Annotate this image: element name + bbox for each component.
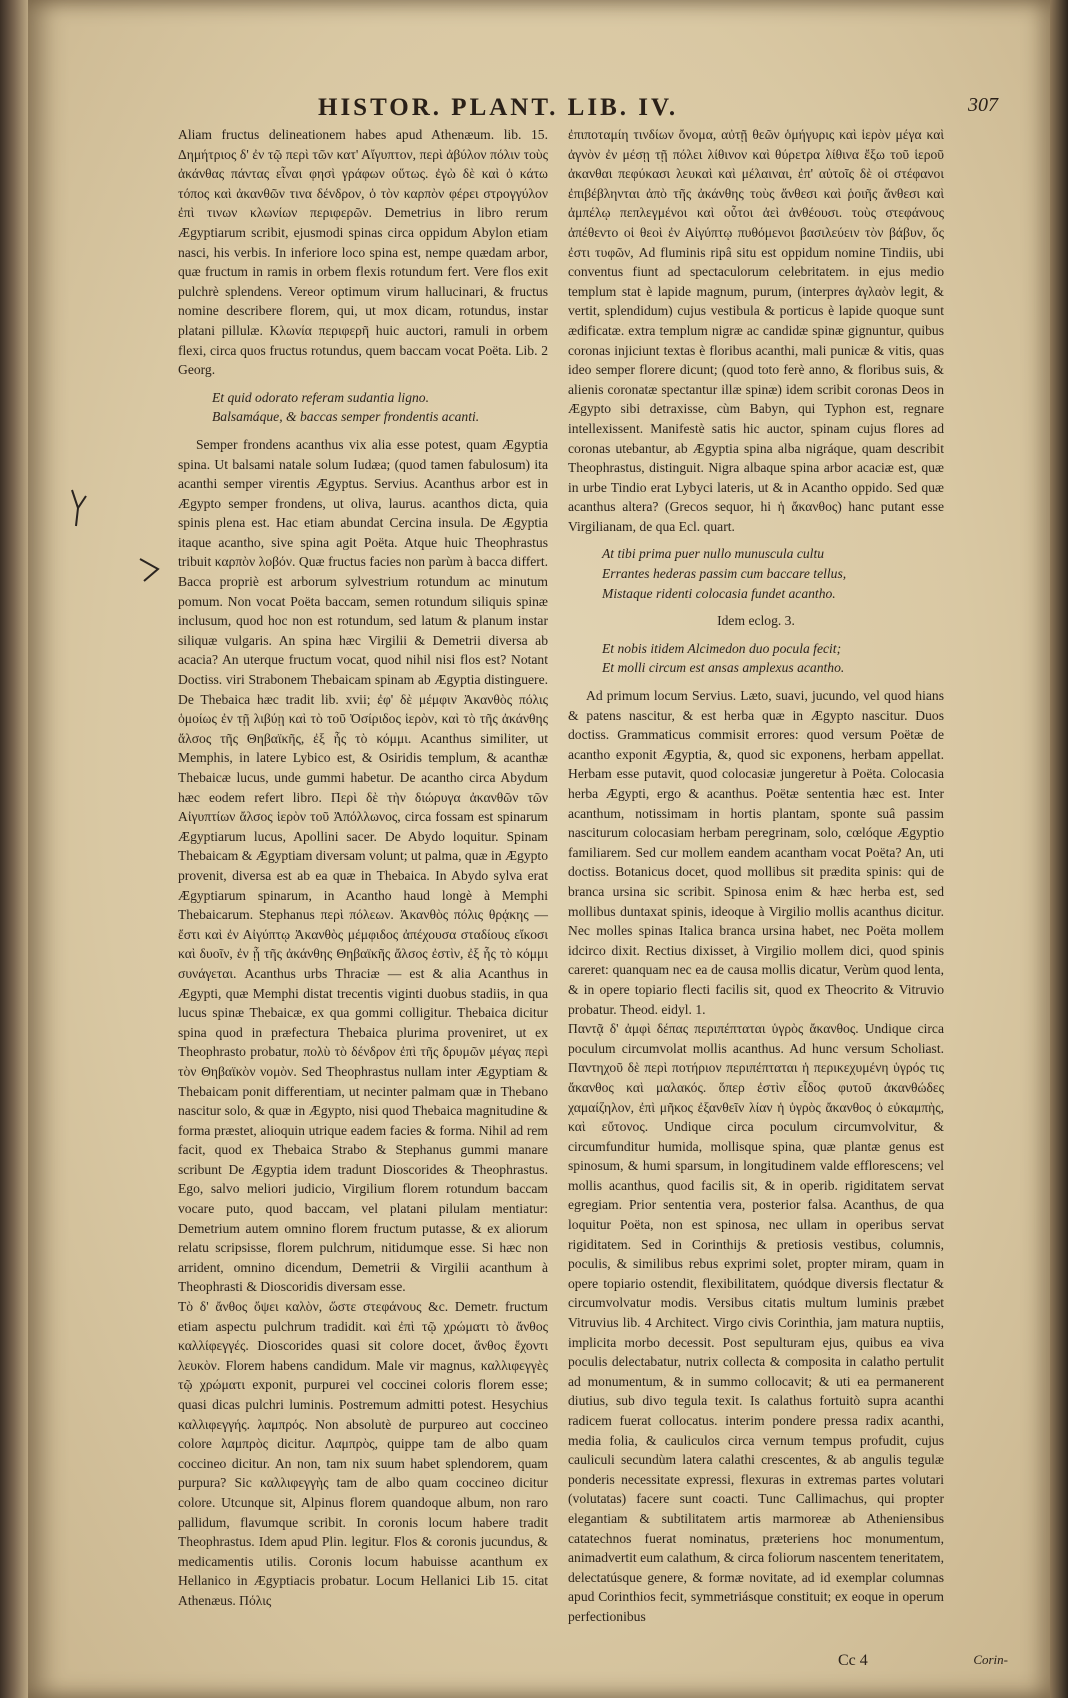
verse-line: Mistaque ridenti colocasia fundet acantho. [602, 585, 836, 601]
signature-mark: Cc 4 [838, 1652, 868, 1669]
catchword: Corin- [973, 1652, 1008, 1667]
right-verse-quote-2 [602, 639, 944, 678]
left-paragraph-2: Semper frondens acanthus vix alia esse potest, quam Ægyptia spina. Ut balsami natale solum Iudæa; (quod tamen fabulosum) ita acanthi semper virentis Ægyptus. Servius. Acanthus arbor est in Ægypto semper frondens, ut oliva, laurus. acanthos dicta, quia spinis plena est. Hac etiam abundat Cercina insula. De Ægyptia itaque acantho, sive spina agit Poëta. Atque huic Theophrastus tribuit καρπὸν λοβόν. Quæ fructus facies non parùm à bacca differt. Bacca propriè est arborum sylvestrium rotundum ac minutum pomum. Non vocat Poëta baccam, semen rotundum siliquis spinæ inclusum, quod hoc non est rotundum, sed latum & planum instar siliquæ vulgaris. An spina hæc Virgilii & Demetrii diversa ab acacia? An uterque fructum vocat, quod nihil nisi flos est? Notant Doctiss. viri Strabonem Thebaicam spinam ab Ægyptia distinguere. De Thebaica hæc tradit lib. xvii; ἐφ' δὲ μέμφιν Ἀκανθὸς πόλις ὁμοίως ἐν τῇ λιβύῃ καὶ τὸ τοῦ Ὀσίριδος ἱερὸν, καὶ τὸ τῆς ἀκάνθης ἄλσος τῆς Θηβαϊκῆς, ἐξ ἧς τὸ κόμμι. Acanthus similiter, ut Memphis, in latere Lybico est, & Osiridis templum, & acanthæ Thebaicæ lucus, unde gummi habetur. De acantho circa Abydum hæc eodem refert libro. Περὶ δὲ τὴν διώρυγα ἀκανθῶν τῶν Αἰγυπτίων ἄλσος ἱερὸν τοῦ Ἀπόλλωνος, circa fossam est spinarum Ægyptiarum lucus, Apollini sacer. De Abydo loquitur. Spinam Thebaicam & Ægyptiam diversam volunt; ut palma, quæ in Ægypto provenit, diversa est ab ea quæ in Thebaica. In Abydo sylva erat Ægyptiarum spinarum, in Acantho haud longè à Memphi Thebaicarum. Stephanus περὶ πόλεων. Ἀκανθὸς πόλις θρᾴκης — ἔστι καὶ ἐν Αἰγύπτῳ Ἀκανθὸς μέμφιδος ἀπέχουσα σταδίους εἴκοσι καὶ δυοῖν, ἐν ᾗ τῆς ἀκάνθης Θηβαϊκῆς ἄλσος ἐστὶν, ἐξ ἧς τὸ κόμμι συνάγεται. Acanthus urbs Thraciæ — est & alia Acanthus in Ægypti, quæ Memphi distat trecentis viginti duobus stadiis, in qua lucus spinæ Thebaicæ, ex qua gommi colligitur. Thebaica dicitur spina quod in præfectura Thebaica plurima proveniret, ut ex Theophrasto probatur, πολὺ τὸ δένδρον ἐπὶ τῆς δρυμῶν μέγας περὶ τὸν Θηβαϊκὸν νομὸν. Sed Theophrastus nullam inter Ægyptiam & Thebaicam ponit differentiam, ut necinter palmam quæ in Thebano nascitur solo, & quæ in Ægypto, nisi quod Thebaica magnitudine & forma præstet, alioquin utrique eadem facies & forma. Nihil ad rem facit, quod ex Thebaica Strabo & Stephanus gummi manare scribunt De Ægyptia idem tradunt Dioscorides & Theophrastus. Ego, salvo meliori judicio, Virgilium florem rotundum baccam vocare puto, quod baccam, vel platani pilulam mentiatur: Demetrium autem omnino florem fructum putasse, & ex aliorum relatu scripsisse, florem pulchrum, nitidumque esse. Si hæc non arrident, omnino dicendum, Demetrii & Virgilii acanthum à Theophrasti & Dioscoridis diversam esse. [178, 436, 548, 1295]
left-verse-quote [212, 388, 548, 427]
left-paragraph-3: Τὸ δ' ἄνθος ὄψει καλὸν, ὥστε στεφάνους &c. Demetr. fructum etiam aspectu pulchrum tradidit. καὶ ἐπὶ τῷ χρώματι τὸ ἄνθος καλλίφεγγές. Dioscorides quasi sit colore docet, ἄνθος ἔχοντι λευκὸν. Florem habens candidum. Male vir magnus, καλλιφεγγὲς τῷ χρώματι exponit, purpurei vel coccinei coloris florem esse; quasi dicas pulchri luminis. Postremum admitti potest. Hesychius καλλιφεγγής. λαμπρός. Non absolutè de purpureo aut coccineo colore λαμπρὸς dicitur. Λαμπρὸς, quippe tam de albo quam coccineo dicitur. An non, tam nix suum habet splendorem, quam purpura? Sic καλλιφεγγὴς tam de albo quam coccineo dicitur colore. Utcunque sit, Alpinus florem quandoque album, non raro pallidum, flavumque scribit. In coronis locum habere tradit Theophrastus. Idem apud Plin. legitur. Flos & coronis jucundus, & medicamentis utilis. Coronis locum habuisse acanthum ex Hellanico in Ægyptiacis probatur. Locum Hellanici Lib 15. citat Athenæus. Πόλις [178, 1299, 548, 1608]
margin-pen-mark [68, 488, 90, 528]
right-paragraph-2: Ad primum locum Servius. Læto, suavi, jucundo, vel quod hians & patens nascitur, & est herba quæ in Ægypto nascitur. Duos doctiss. Grammaticus commisit errores: quod versum Poëtæ de acantho exponit Ægyptia, &, quod sic exponens, herbam appellat. Herbam esse putavit, quod colocasiæ jungeretur à Poëta. Colocasia herba Ægypti, ergo & acanthus. Poëtæ sententia hæc est. Inter acanthum, notissimam in hortis plantam, sponte suâ passim nasciturum colocasiam herbam peregrinam, solo, cœlóque Ægyptio familiarem. Sed cur mollem eandem acantham vocat Poëta? An, uti doctiss. Botanicus docet, quod mollibus sit prædita spinis: qui de branca ursina sic scribit. Spinosa enim & hæc herba est, sed mollibus duntaxat spinis, ideoque à Virgilio mollis acanthus dicitur. Nec molles spinas Italica branca ursina habet, nec Poëta mollem idcirco dixit. Rectius dixisset, à Virgilio mollem dici, quod spinis careret: quanquam nec ea de causa mollis dicatur, Verùm quod lenta, & in opere topiario flecti facilis sit, quod ex Theocrito & Vitruvio probatur. Theod. eidyl. 1. [568, 688, 944, 1017]
right-paragraph-1: ἐπιποταμίη τινδίων ὄνομα, αὐτῇ θεῶν ὁμήγυρις καὶ ἱερὸν μέγα καὶ ἀγνὸν ἐν μέσῃ τῇ πόλει λίθινον καὶ θύρετρα λίθινα ἔξω τοῦ ἱεροῦ ἀκανθαι πεφύκασι λευκαὶ καὶ μέλαιναι, ἐπ' αὐτοῖς δὲ οἱ στέφανοι ἐπιβέβληνται ἀπὸ τῆς ἀκάνθης τοὺς ἄνθεσι καὶ ῥοιῆς ἄνθεσι καὶ ἀμπέλῳ πεπλεγμένοι καὶ οὗτοι ἀεὶ ἀνθέουσι. τοὺς στεφάνους ἀπέθεντο οἱ θεοὶ ἐν Αἰγύπτῳ πυθόμενοι βασιλεύειν τὸν βάβυν, ὅς ἐστι τυφῶν, Ad fluminis ripâ situ est oppidum nomine Tindiis, ubi conventus fiunt ad spectaculorum celebritatem. in ejus medio templum stat è lapide magnum, purum, (interpres ἀγλαὸν legit, & vertit, splendidum) cujus vestibula & porticus è lapide quoque sunt ædificatæ. extra templum nigræ ac candidæ spinæ gignuntur, quibus coronas injiciunt textas è floribus acanthi, mali punicæ & vitis, quas ideo semper florere dicunt; (quod toto ferè anno, & floribus suis, & alienis coronatæ spectantur illæ spinæ) idem scribit coronas Deos in Ægypto sibi detraxisse, cùm Babyn, qui Typhon est, regnare intellexissent. Manifestè satis hic auctor, spinam cujus flores ad coronas utebantur, ab Ægyptia spina alba nigráque, quam describit Theophrastus, distinguit. Nigra albaque spina arbor acaciæ est, quæ in urbe Tindio erat Lybyci lateris, ut & in Acantho oppido. Sed quæ acanthus altera? (Grecos sequor, hi ἡ ἄκανθος) hanc putant esse Virgilianam, de qua Ecl. quart. [568, 127, 944, 534]
margin-pen-mark [138, 555, 168, 585]
verse-line: Et nobis itidem Alcimedon duo pocula fecit; [602, 640, 842, 656]
page-number: 307 [968, 94, 998, 116]
eclog-reference: Idem eclog. 3. [717, 613, 795, 629]
right-paragraph-3: Παντᾷ δ' ἀμφὶ δέπας περιπέπταται ὑγρὸς ἄκανθος. Undique circa poculum circumvolat mollis acanthus. Ad hunc versum Scholiast. Παντηχοῦ δὲ περὶ ποτήριον περιπέπταται ἡ περικεχυμένη ὑγρός τις ἄκανθος καὶ μαλακός. ὅπερ ἐστὶν εἶδος φυτοῦ ἀκανθώδες χαμαίζηλον, ἐπὶ μῆκος ἐξανθεῖν λίαν ἡ ὑγρὸς ἄκανθος ὁ εὐκαμπὴς, καὶ εὔτονος. Undique circa poculum circumvolvitur, & circumfunditur humida, mollisque spina, quæ plantæ genus est spinosum, & humi sparsum, in longitudinem valde efflorescens; vel mollis acanthus, quod facilis sit, & in operib. rigiditatem servat egregiam. Prior sententia vera, posterior falsa. Acanthus, de qua loquitur Poëta, non est spinosa, nec ullam in operibus servat rigiditatem. Sed in Corinthijs & pretiosis vestibus, columnis, poculis, & similibus rebus exprimi solet, propter miram, quam in opere topiario ostendit, flexibilitatem, quódque diversis flectatur & circumvolvatur modis. Versibus citatis multum luminis præbet Vitruvius lib. 4 Architect. Virgo civis Corinthia, jam matura nuptiis, implicita morbo decessit. Post sepulturam ejus, quibus ea viva poculis delectabatur, nutrix collecta & composita in calatho pertulit ad monumentum, & in summo collocavit; & uti ea permanerent diutius, sub divo tegula texit. Is calathus fortuitò supra acanthi radicem fuerat collocatus. interim pondere pressa radix acanthi, media folia, & cauliculos circa vernum tempus profudit, cujus cauliculi secundùm latera calathi crescentes, & ab angulis tegulæ ponderis necessitate expressi, flexuras in extremas partes volutari (volutatas) facere sunt coacti. Tunc Callimachus, qui propter elegantiam & subtilitatem artis marmoreæ ab Atheniensibus catatechnos fuerat nominatus, præteriens hoc monumentum, animadvertit eum calathum, & circa foliorum nascentem teneritatem, delectatúsque genere, & formæ novitate, ad id exemplar columnas apud Corinthios fecit, symmetriásque constituit; ex eoque in operum perfectionibus [568, 1021, 944, 1624]
verse-line: At tibi prima puer nullo munuscula cultu [602, 546, 825, 562]
verse-line: Errantes hederas passim cum baccare tellus, [602, 566, 847, 582]
page-footer [838, 1652, 1008, 1674]
right-verse-quote-1 [602, 544, 944, 603]
verse-line: Et molli circum est ansas amplexus acantho. [602, 660, 845, 676]
left-paragraph-1: Aliam fructus delineationem habes apud Athenæum. lib. 15. Δημήτριος δ' ἐν τῷ περὶ τῶν κατ' Αἴγυπτον, περὶ ἀβύλον πόλιν τοὺς ἀκάνθας πάντας εἶναι φησὶ γράφων οὕτως. ἐγὼ δὲ καὶ ὁ κάτω τόπος καὶ ἀκανθῶν τινα δένδρον, ὁ τὸν καρπὸν φέρει στρογγύλον ἐπὶ τινων κλωνίων περιφερῶν. Demetrius in libro rerum Ægyptiarum scribit, ejusmodi spinas circa oppidum Abylon etiam nasci, his verbis. In inferiore loco spina est, nempe quædam arbor, quæ fructum in ramis in orbem flexis rotundum fert. Vere flos exit pulchrè splendens. Vereor optimum virum hallucinari, & fructus nomine describere florem, qui, ut mox dicam, rotundus, instar platani pillulæ. Κλωνία περιφερῆ huic auctori, ramuli in orbem flexi, circa quos fructus rotundus, quem baccam vocat Poëta. Lib. 2 Georg. [178, 127, 548, 378]
right-column [568, 125, 944, 1625]
book-page [28, 0, 1050, 1698]
verse-line: Et quid odorato referam sudantia ligno. [212, 389, 429, 405]
page-header [318, 94, 998, 128]
left-column [178, 125, 548, 1625]
running-title: HISTOR. PLANT. LIB. IV. [318, 94, 679, 121]
verse-line: Balsamáque, & baccas semper frondentis acanti. [212, 409, 480, 425]
